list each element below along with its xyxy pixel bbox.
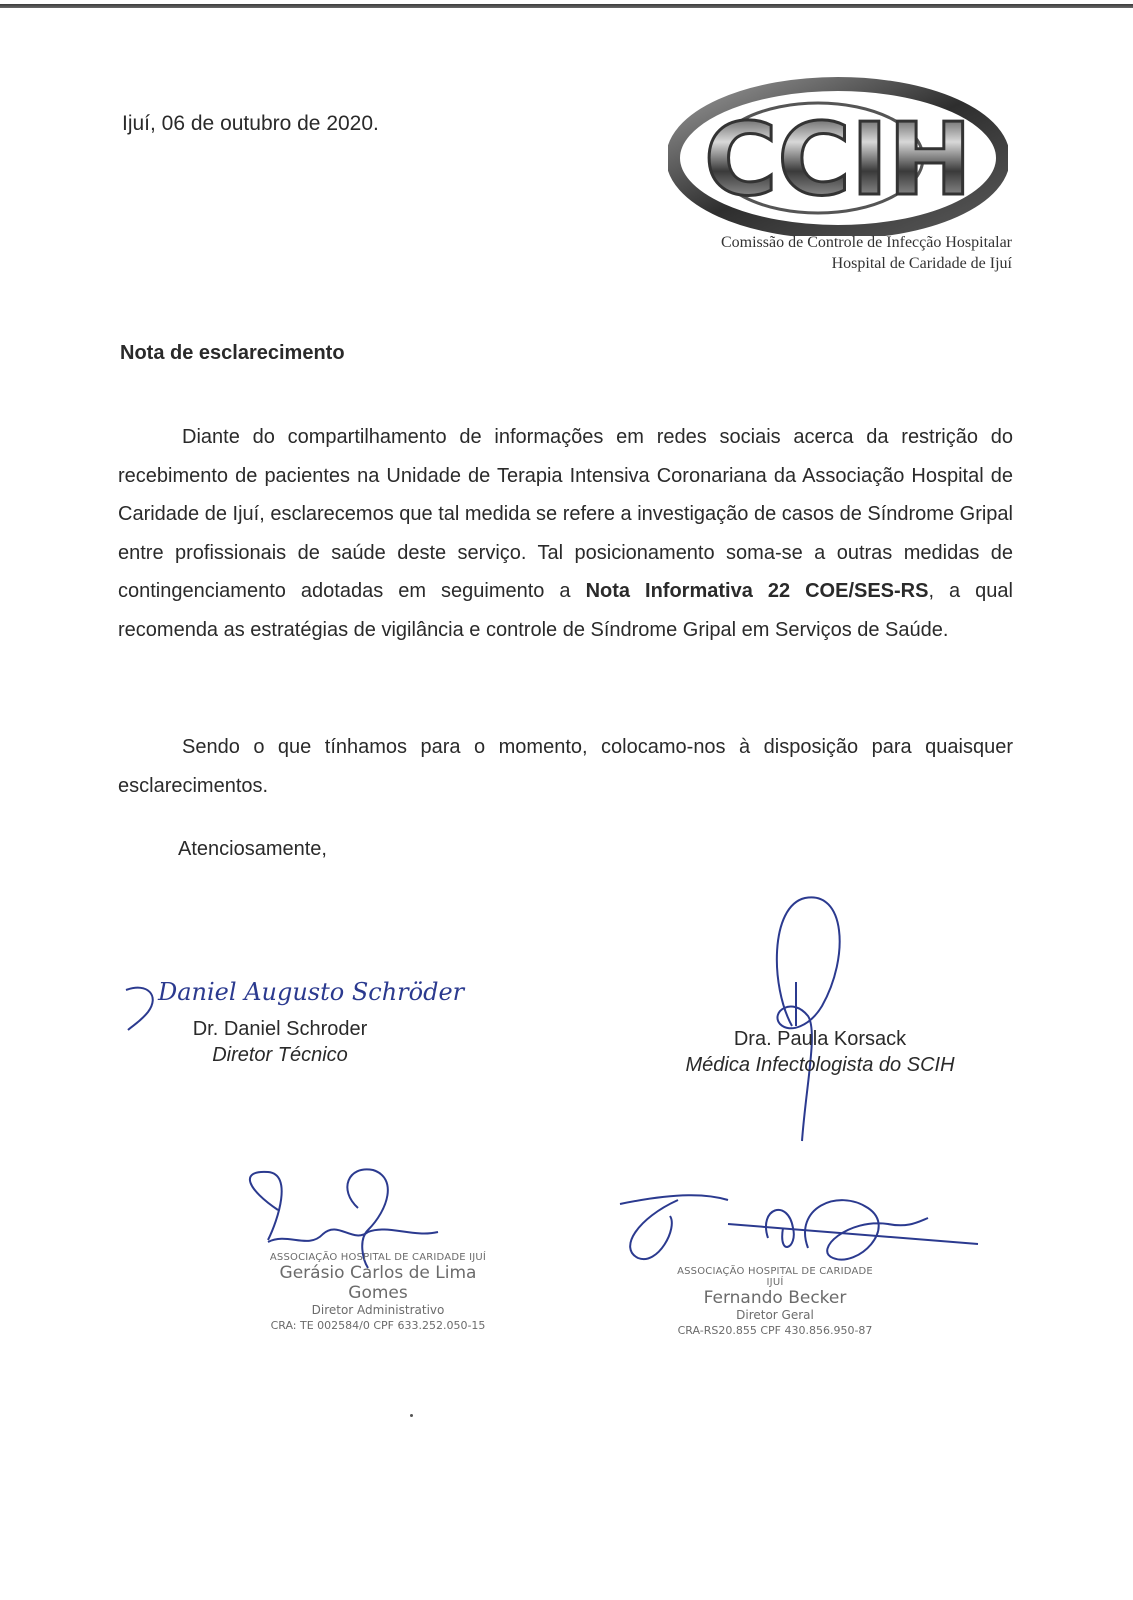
- stamp-admin: [268, 1252, 488, 1333]
- body-paragraph-1: [118, 418, 1013, 649]
- organization-name: [640, 232, 1012, 274]
- stamp-admin-registration: CRA: TE 002584/0 CPF 633.252.050-15: [270, 1319, 486, 1332]
- stamp-admin-org: ASSOCIAÇÃO HOSPITAL DE CARIDADE IJUÍ: [269, 1252, 487, 1263]
- signature-right: [660, 1026, 980, 1078]
- stamp-admin-name: Gerásio Carlos de Lima Gomes: [279, 1263, 477, 1303]
- org-line-1: Comissão de Controle de Infecção Hospitalar: [720, 234, 1012, 251]
- body-paragraph-2: [118, 728, 1013, 805]
- paragraph-2-text: Sendo o que tínhamos para o momento, colocamo-nos à disposição para quaisquer esclarecimentos.: [118, 736, 1013, 797]
- document-title: Nota de esclarecimento: [120, 342, 345, 364]
- stamp-director-registration: CRA-RS20.855 CPF 430.856.950-87: [677, 1324, 873, 1337]
- paragraph-1-bold: Nota Informativa 22 COE/SES-RS: [585, 580, 929, 602]
- signer-right-role: Médica Infectologista do SCIH: [685, 1054, 955, 1076]
- stamp-director-org: ASSOCIAÇÃO HOSPITAL DE CARIDADE IJUÍ: [677, 1266, 873, 1288]
- stamp-director-role: Diretor Geral: [736, 1308, 814, 1322]
- paragraph-1-text-b: , a qual recomenda as estratégias de vigilância e controle de Síndrome Gripal em Serviços de Saúde.: [118, 580, 1013, 641]
- signer-left-role: Diretor Técnico: [212, 1044, 348, 1066]
- scan-speck: [410, 1414, 413, 1417]
- logo-text: CCIH: [704, 101, 972, 218]
- stamp-admin-role: Diretor Administrativo: [311, 1303, 445, 1317]
- signature-right-handwriting: [730, 886, 860, 1146]
- paragraph-1-text-a: Diante do compartilhamento de informações em redes sociais acerca da restrição do recebimento de pacientes na Unidade de Terapia Intensiva Coronariana da Associação Hospital de Caridade de Ijuí, esclarecemos que tal medida se refere a investigação de casos de Síndrome Gripal entre profissionais de saúde deste serviço. Tal posicionamento soma-se a outras medidas de contingenciamento adotadas em seguimento a: [118, 426, 1013, 602]
- signer-right-name: Dra. Paula Korsack: [733, 1028, 907, 1050]
- closing-salutation: Atenciosamente,: [178, 838, 327, 860]
- stamp-director: [670, 1266, 880, 1338]
- signer-left-name: Dr. Daniel Schroder: [192, 1018, 368, 1040]
- top-border-rule: [0, 4, 1133, 8]
- ccih-logo: [668, 76, 1008, 236]
- org-line-2: Hospital de Caridade de Ijuí: [831, 255, 1012, 272]
- letter-date: Ijuí, 06 de outubro de 2020.: [122, 112, 379, 135]
- signature-left: [150, 1016, 410, 1068]
- stamp-director-name: Fernando Becker: [703, 1288, 847, 1308]
- signature-left-text: Daniel Augusto Schröder: [158, 978, 465, 1006]
